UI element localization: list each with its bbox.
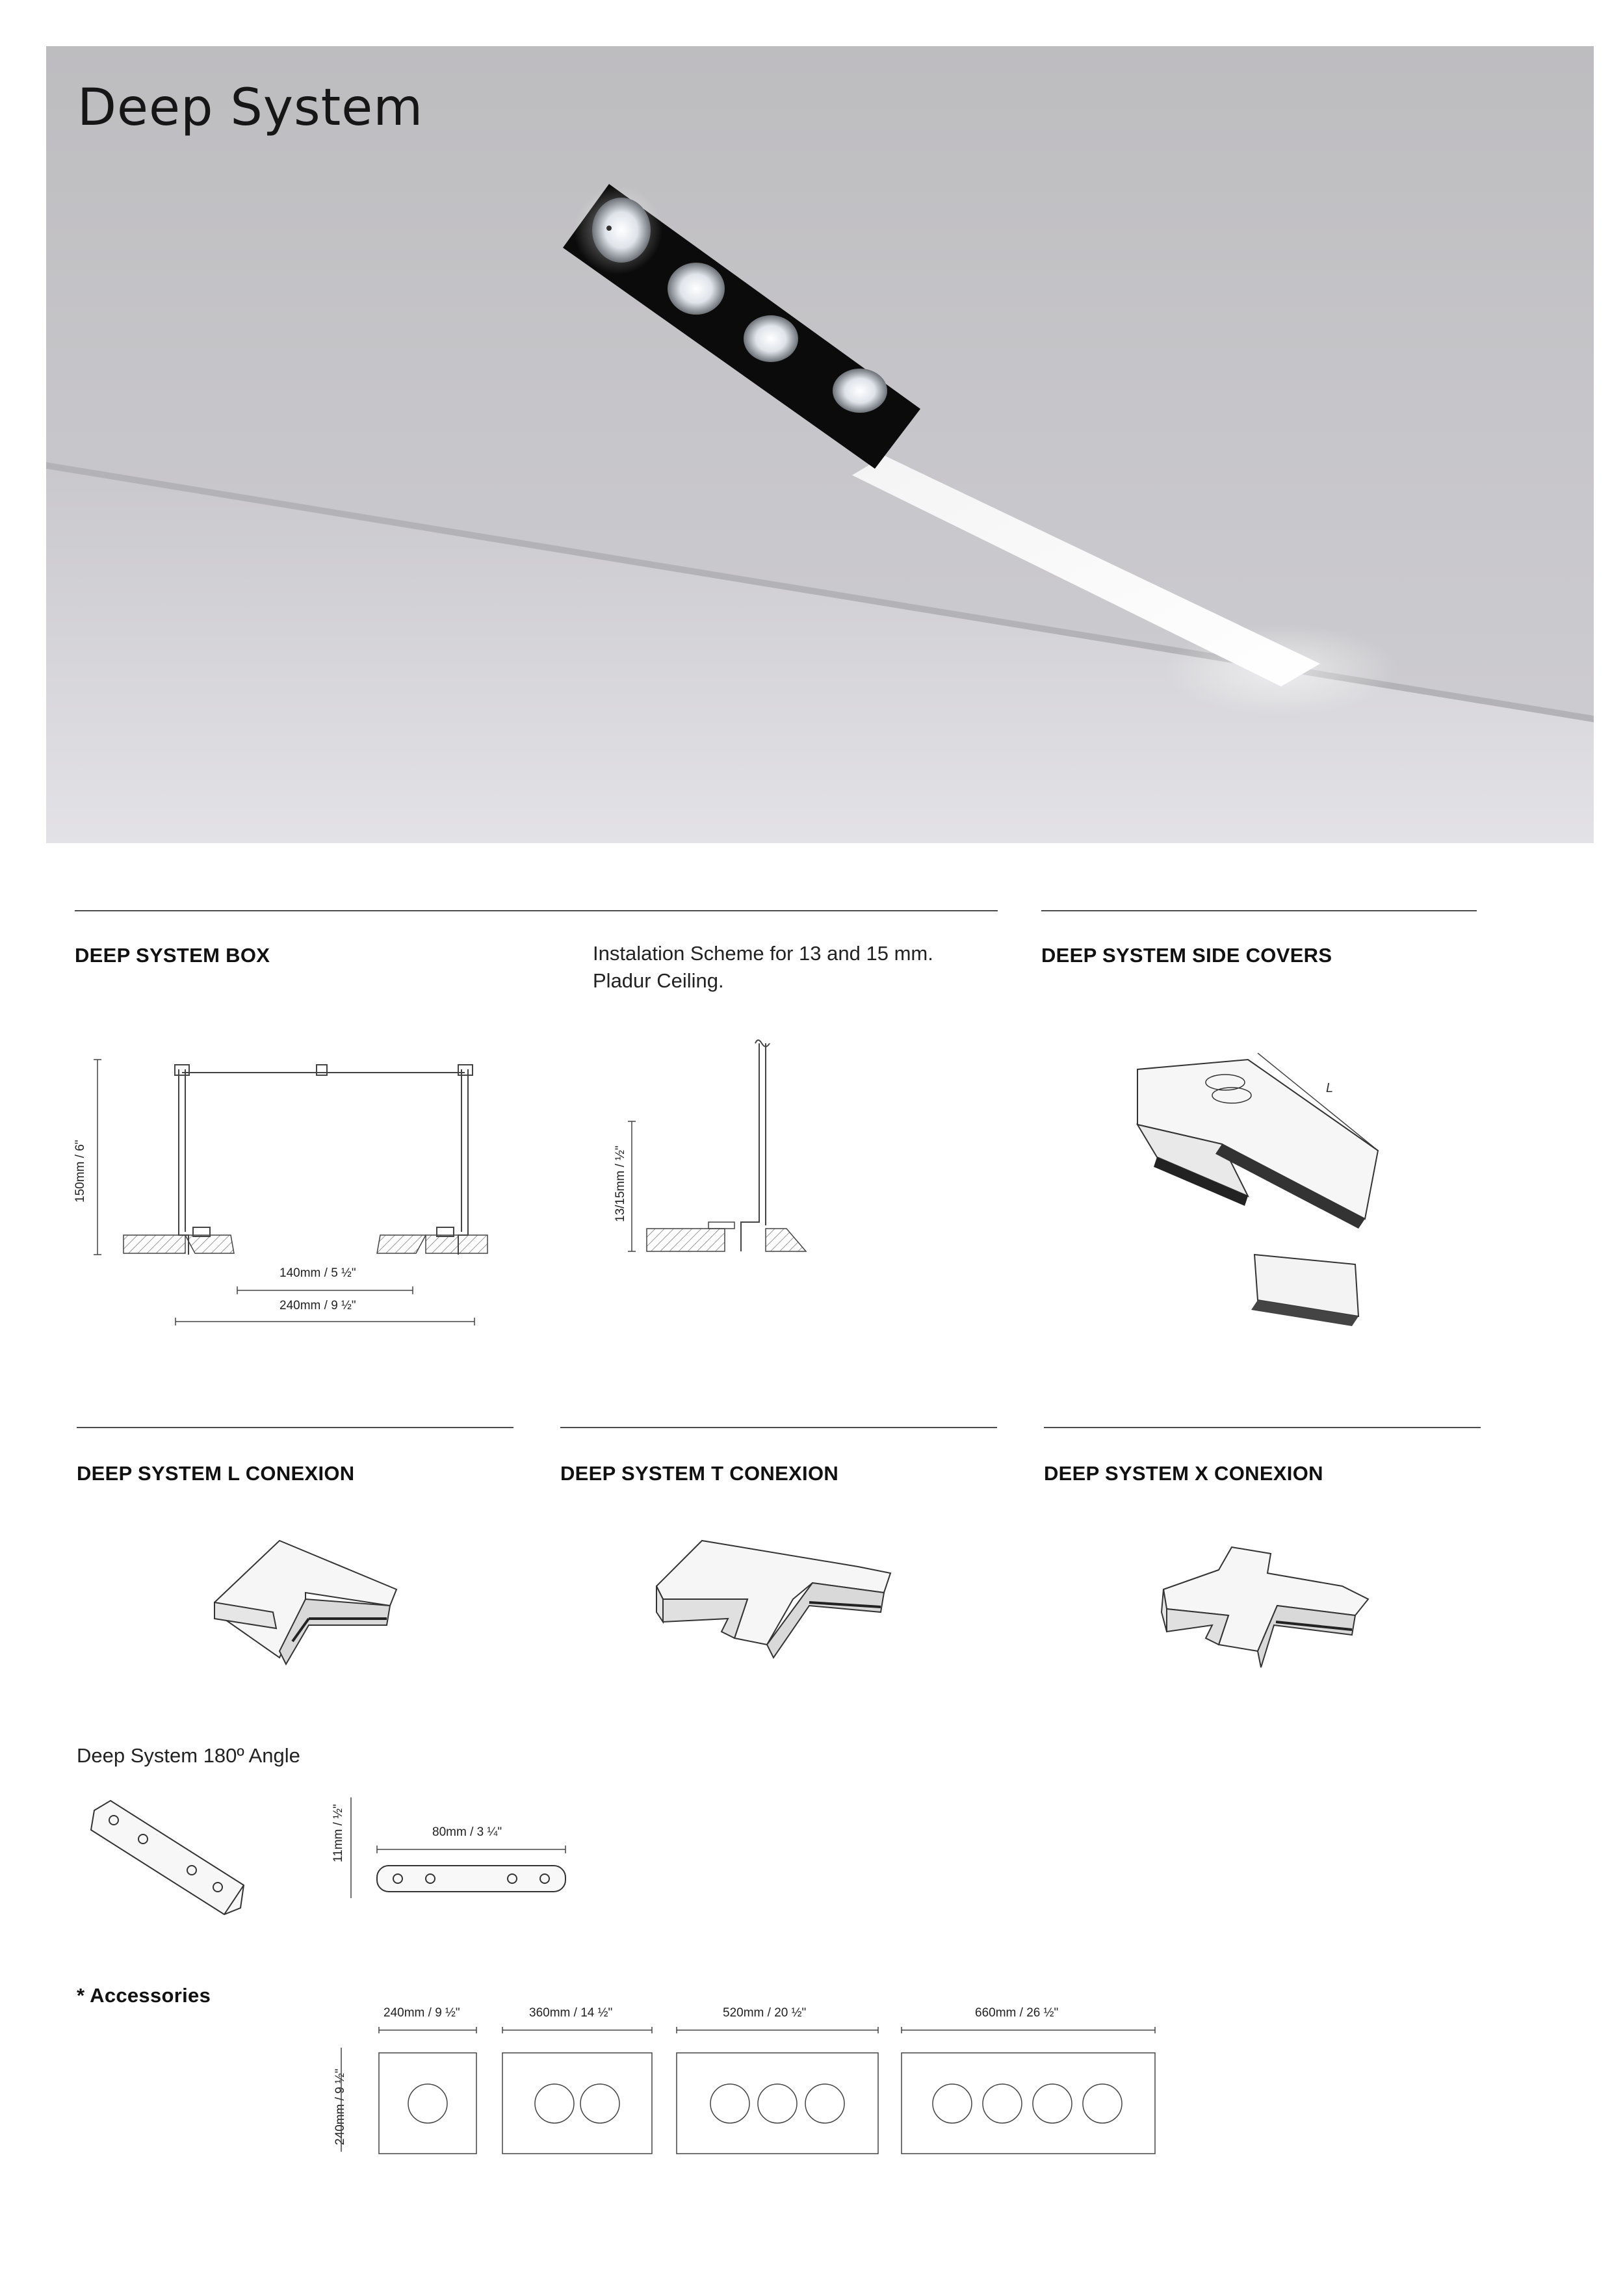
divider [77, 1427, 513, 1428]
accessory-4-label: 660mm / 26 ½" [975, 2006, 1059, 2020]
divider [560, 1427, 997, 1428]
angle-plate-front-drawing [344, 1794, 578, 1911]
accessories-heading: * Accessories [77, 1984, 211, 2007]
divider [1041, 910, 1477, 911]
angle-title: Deep System 180º Angle [77, 1744, 300, 1767]
t-conexion-drawing [643, 1528, 910, 1690]
accessory-2-drawing [499, 2027, 655, 2157]
accessory-1-label: 240mm / 9 ½" [383, 2006, 460, 2020]
install-height-label: 13/15mm / ½" [614, 1145, 627, 1222]
section-heading-t-conexion: DEEP SYSTEM T CONEXION [560, 1462, 839, 1485]
install-text-line1: Instalation Scheme for 13 and 15 mm. [593, 942, 933, 965]
section-heading-side-covers: DEEP SYSTEM SIDE COVERS [1041, 944, 1332, 967]
accessories-height-label: 240mm / 9 ½" [333, 2068, 347, 2145]
accessory-3-label: 520mm / 20 ½" [723, 2006, 807, 2020]
box-inner-width-label: 140mm / 5 ½" [279, 1266, 356, 1280]
section-heading-box: DEEP SYSTEM BOX [75, 944, 270, 967]
x-conexion-drawing [1147, 1528, 1388, 1697]
accessory-1-drawing [376, 2027, 480, 2157]
ceiling-light-photo [46, 46, 1594, 843]
angle-height-label: 11mm / ½" [331, 1804, 345, 1862]
side-covers-drawing [1118, 1040, 1417, 1346]
accessory-2-label: 360mm / 14 ½" [529, 2006, 613, 2020]
accessories-height-dimension [338, 2048, 344, 2152]
angle-plate-3d-drawing [84, 1791, 260, 1927]
section-heading-x-conexion: DEEP SYSTEM X CONEXION [1044, 1462, 1323, 1485]
side-covers-length-label: L [1326, 1081, 1334, 1095]
hero-photo [46, 46, 1594, 843]
accessory-3-drawing [673, 2027, 881, 2157]
box-profile-drawing [75, 1040, 504, 1333]
divider [1044, 1427, 1481, 1428]
divider [75, 910, 998, 911]
section-heading-l-conexion: DEEP SYSTEM L CONEXION [77, 1462, 355, 1485]
install-scheme-drawing [611, 1034, 858, 1261]
box-height-label: 150mm / 6" [73, 1140, 87, 1203]
box-outer-width-label: 240mm / 9 ½" [279, 1299, 356, 1312]
install-text-line2: Pladur Ceiling. [593, 969, 724, 992]
accessory-4-drawing [898, 2027, 1158, 2157]
page-title: Deep System [77, 79, 424, 137]
l-conexion-drawing [195, 1528, 409, 1690]
angle-width-label: 80mm / 3 ¼" [432, 1825, 502, 1839]
